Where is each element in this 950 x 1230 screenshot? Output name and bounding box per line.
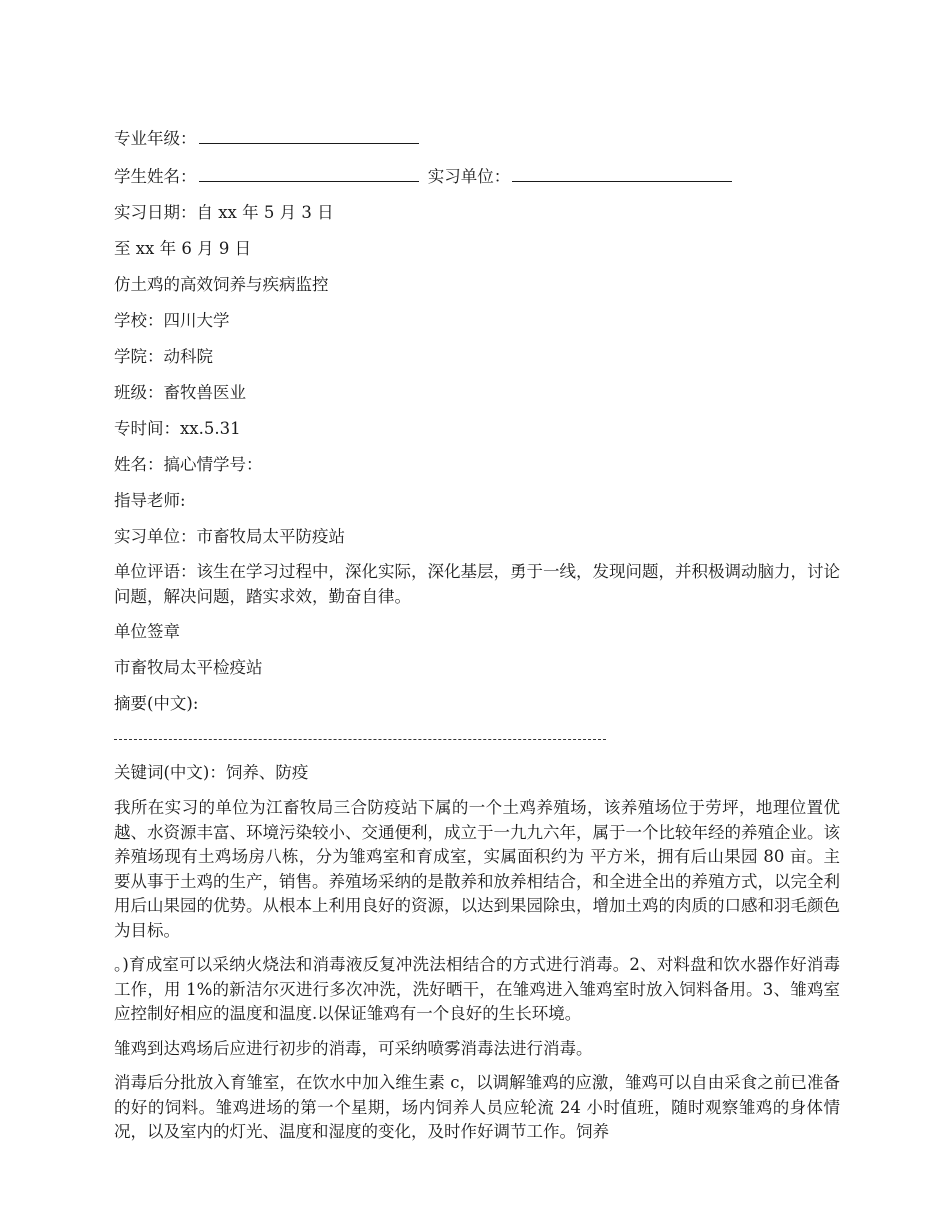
intern-unit-line: 实习单位：市畜牧局太平防疫站 — [114, 527, 345, 546]
student-name-line — [114, 162, 840, 190]
unit-seal-line: 单位签章 — [114, 622, 180, 641]
body-paragraph-1: 我所在实习的单位为江畜牧局三合防疫站下属的一个土鸡养殖场，该养殖场位于劳坪，地理位置优越、水资源丰富、环境污染较小、交通便利，成立于一九九六年，属于一个比较年经的养殖企业。该养殖场现有土鸡场房八栋，分为雏鸡室和育成室，实属面积约为 平方米，拥有后山果园 80 亩。主要从事于土鸡的生产，销售。养殖场采纳的是散养和放养相结合，和全进全出的养殖方式，以完全利用后山果园的优势。从根本上利用良好的资源，以达到果园除虫，增加土鸡的肉质的口感和羽毛颜色为目标。 — [114, 798, 840, 940]
major-grade-blank — [199, 124, 419, 144]
document-content — [114, 124, 840, 1155]
keywords-line: 关键词(中文)：饲养、防疫 — [114, 763, 309, 782]
intern-unit-label: 实习单位： — [427, 167, 511, 186]
station-line: 市畜牧局太平检疫站 — [114, 658, 263, 677]
intern-date-line: 实习日期：自 xx 年 5 月 3 日 — [114, 203, 334, 222]
abstract-label: 摘要(中文): — [114, 694, 199, 713]
unit-evaluation: 单位评语：该生在学习过程中，深化实际，深化基层，勇于一线，发现问题，并积极调动脑力，讨论问题，解决问题，踏实求效，勤奋自律。 — [114, 562, 840, 606]
student-name-label: 学生姓名： — [114, 167, 197, 186]
intern-unit-blank — [512, 162, 732, 182]
dashed-divider — [114, 739, 606, 740]
class-line: 班级：畜牧兽医业 — [114, 383, 246, 402]
body-paragraph-3: 雏鸡到达鸡场后应进行初步的消毒，可采纳喷雾消毒法进行消毒。 — [114, 1038, 593, 1058]
student-name-blank — [199, 162, 419, 182]
school-line: 学校：四川大学 — [114, 311, 230, 330]
name-line: 姓名：搞心情学号： — [114, 455, 263, 474]
document-title: 仿土鸡的高效饲养与疾病监控 — [114, 275, 329, 294]
advisor-line: 指导老师: — [114, 491, 186, 510]
college-line: 学院：动科院 — [114, 347, 213, 366]
body-paragraph-2: 。)育成室可以采纳火烧法和消毒液反复冲洗法相结合的方式进行消毒。2、对料盘和饮水器作好消毒工作，用 1%的新洁尔灭进行多次冲洗，洗好晒干，在雏鸡进入雏鸡室时放入饲料备用。3、雏鸡室应控制好相应的温度和温度.以保证雏鸡有一个良好的生长环境。 — [114, 955, 840, 1023]
intern-date-to-line: 至 xx 年 6 月 9 日 — [114, 239, 252, 258]
major-grade-label: 专业年级： — [114, 129, 197, 148]
major-grade-line — [114, 124, 840, 152]
time-line: 专时间：xx.5.31 — [114, 419, 241, 438]
body-paragraph-4: 消毒后分批放入育雏室，在饮水中加入维生素 c，以调解雏鸡的应激，雏鸡可以自由采食之前已准备的好的饲料。雏鸡进场的第一个星期，场内饲养人员应轮流 24 小时值班，随时观察雏鸡的身体情况，以及室内的灯光、温度和湿度的变化，及时作好调节工作。饲养 — [114, 1073, 840, 1141]
